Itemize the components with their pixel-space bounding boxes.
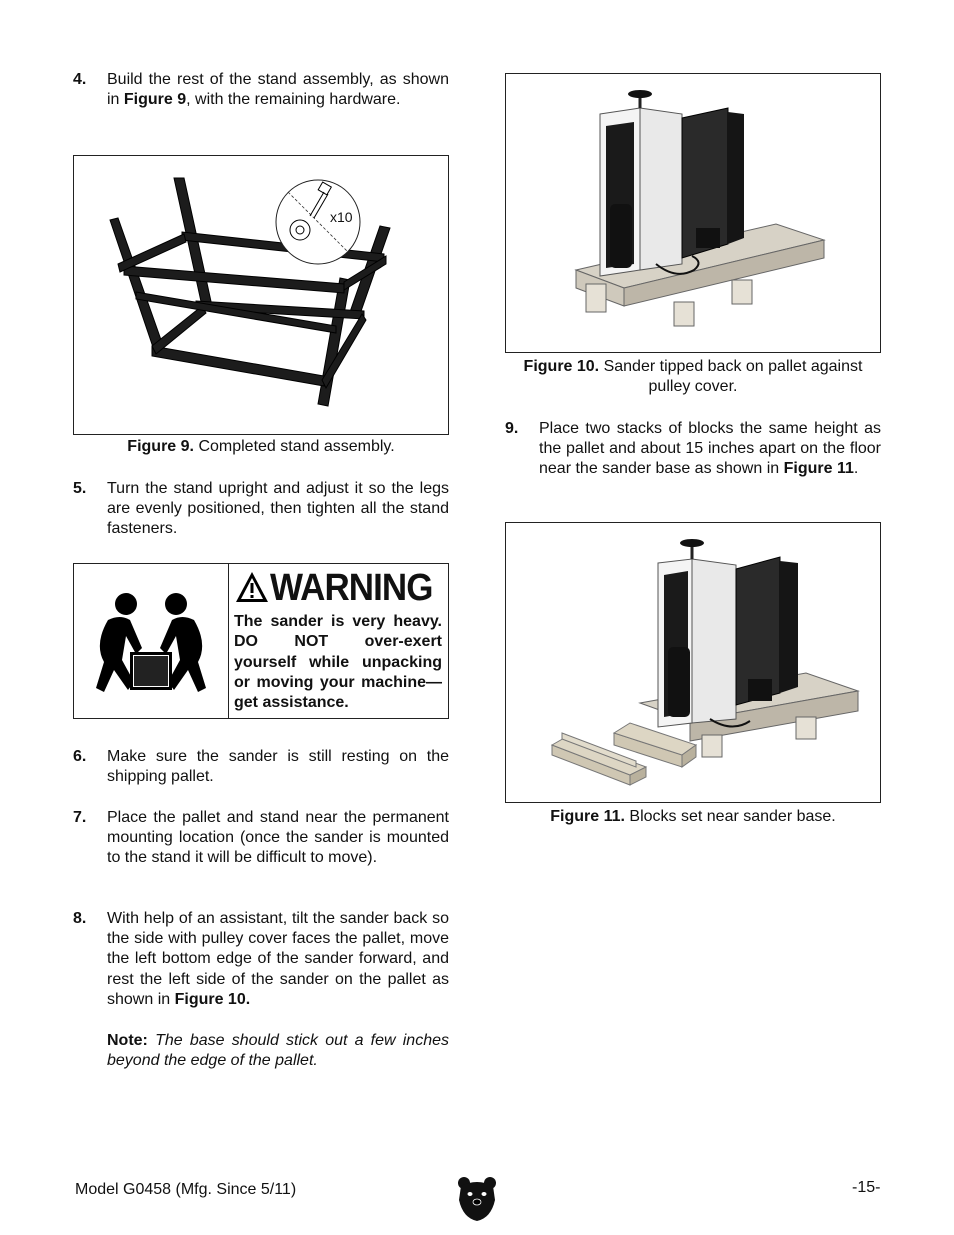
note-text: The base should stick out a few inches beyond the edge of the pallet. xyxy=(107,1032,449,1070)
stand-assembly-illustration xyxy=(74,156,447,433)
note xyxy=(73,1031,449,1071)
step-number: 9. xyxy=(505,420,519,437)
warning-title: WARNING xyxy=(270,567,433,609)
lifting-pictogram-panel xyxy=(74,564,229,718)
note-label: Note: xyxy=(107,1032,148,1049)
figure-reference: Figure 10. xyxy=(174,990,251,1008)
figure-10-caption: Figure 10. Sander tipped back on pallet against pulley cover. xyxy=(523,358,863,395)
page-number: -15- xyxy=(852,1179,881,1196)
step-8: 8. With help of an assistant, tilt the sander back so the side with pulley cover faces the pallet, move the left bottom edge of the sander forward, and rest the left side of the sander on the pallet as shown in Figure 10. xyxy=(73,910,449,1008)
figure-11-frame xyxy=(505,522,881,803)
step-6: 6. Make sure the sander is still resting on the shipping pallet. xyxy=(73,748,449,786)
two-person-lift-icon xyxy=(74,564,227,717)
figure-9-caption: Figure 9. Completed stand assembly. xyxy=(127,438,395,455)
blocks-near-sander-photo xyxy=(506,523,879,801)
figure-reference: Figure 11 xyxy=(783,460,854,478)
step-number: 6. xyxy=(73,748,87,765)
footer-model: Model G0458 (Mfg. Since 5/11) xyxy=(75,1181,297,1198)
figure-11-caption: Figure 11. Blocks set near sander base. xyxy=(550,808,836,825)
figure-9-frame xyxy=(73,155,449,435)
figure-10-frame xyxy=(505,73,881,353)
figure-reference: Figure 9 xyxy=(123,91,187,109)
bear-logo-icon xyxy=(457,1176,497,1222)
step-number: 8. xyxy=(73,910,87,927)
warning-triangle-icon xyxy=(234,570,270,604)
warning-text: The sander is very heavy. DO NOT over-exert yourself while unpacking or moving your machine—get assistance. xyxy=(234,613,442,712)
step-5: 5. Turn the stand upright and adjust it so the legs are evenly positioned, then tighten all the stand fasteners. xyxy=(73,480,449,538)
warning-box xyxy=(73,563,449,719)
step-9: 9. Place two stacks of blocks the same height as the pallet and about 15 inches apart on the floor near the sander base as shown in Figure 11. xyxy=(505,420,881,478)
step-number: 4. xyxy=(73,71,87,88)
step-7: 7. Place the pallet and stand near the permanent mounting location (once the sander is mounted to the stand it will be difficult to move). xyxy=(73,809,449,867)
step-4: 4. Build the rest of the stand assembly, as shown in Figure 9, with the remaining hardware. xyxy=(73,71,449,109)
hardware-quantity: x10 xyxy=(330,209,353,225)
sander-on-pallet-photo xyxy=(506,74,879,351)
step-number: 7. xyxy=(73,809,87,826)
step-number: 5. xyxy=(73,480,87,497)
